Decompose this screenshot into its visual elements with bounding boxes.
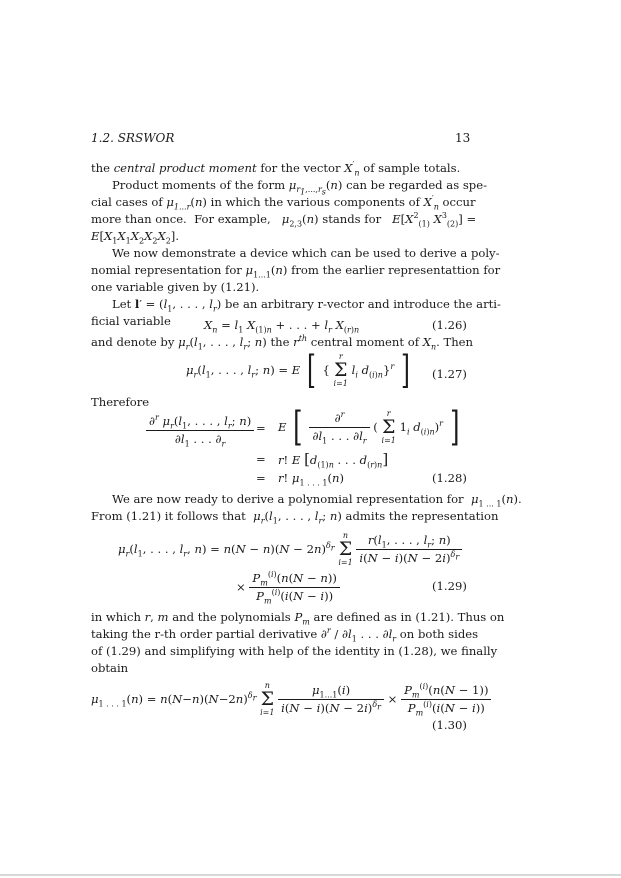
equation-1-29-line1: $\mu_r(l_1$, . . . , $l_r$, $n) = n(N - n)(N - 2n)^{\delta_r}$ n Σ i=1 $\frac{r(l_1, . . . , l_r; n)}{i(N - i)(N - 2i)^{\delta_r}}$ xyxy=(118,531,462,567)
equation-number-1-27: (1.27) xyxy=(432,367,467,381)
running-header: 1.2. SRSWOR xyxy=(91,131,175,145)
equation-number-1-30: (1.30) xyxy=(432,718,467,732)
equation-1-28-rhs1: E [ $\frac{\partial^r}{\partial l_1 . . . \partial l_r}$ ( r Σ i=1 $1_i$ $d_{(i)n})^r$ ] xyxy=(278,403,460,450)
text-line-9: Let $l' = (l_1$, . . . , $l_r$) be an arbitrary r-vector and introduce the arti- xyxy=(112,297,501,314)
equation-1-28-eq2: = xyxy=(256,452,266,466)
text-line-17: of (1.29) and simplifying with help of the identity in (1.28), we finally xyxy=(91,644,498,658)
text-line-4: more than once. For example, $\mu_{2,3}(n)$ stands for $E[X^2_{(1)}$ $X^3_{(2)}$] = xyxy=(91,211,477,229)
text-line-10: ficial variable xyxy=(91,314,171,328)
text-line-5: $E[X_1X_1X_2X_2X_2]$. xyxy=(91,229,180,246)
page-number: 13 xyxy=(455,131,471,145)
text-line-11: and denote by $\mu_r(l_1$, . . . , $l_r$; n) the $r^{th}$ central moment of $X_n$. Then xyxy=(91,334,474,352)
text-line-14: From (1.21) it follows that $\mu_r(l_1$, . . . , $l_r$; n) admits the representation xyxy=(91,509,499,526)
equation-1-28-rhs2: r! E [$d_{(1)n}$ . . . $d_{(r)n}$] xyxy=(278,450,389,470)
text-line-7: nomial representation for $\mu_{1...1}(n)$ from the earlier representattion for xyxy=(91,263,501,280)
equation-1-28-rhs3: r! $\mu_{1 . . . 1}(n)$ xyxy=(278,471,344,488)
text-line-15: in which r, m and the polynomials $P_m$ are defined as in (1.21). Thus on xyxy=(91,610,505,627)
equation-1-26: $X_n = l_1$ $X_{(1)n}$ + . . . + $l_r$ $X_{(r)n}$ xyxy=(204,318,360,335)
text-line-16: taking the r-th order partial derivative $\partial^r / \partial l_1$ . . . $\partial l_r$ on both sides xyxy=(91,626,479,644)
text-line-8: one variable given by (1.21). xyxy=(91,280,260,294)
equation-1-29-line2: × $\frac{P_m^{(i)}(n(N - n))}{P_m^{(i)}(i(N - i))}$ xyxy=(236,571,340,604)
text-line-2: Product moments of the form $\mu_{r_1,...,r_s}(n)$ can be regarded as spe- xyxy=(112,178,487,197)
equation-number-1-29: (1.29) xyxy=(432,579,467,593)
equation-1-28-eq3: = xyxy=(256,471,266,485)
equation-1-30: $\mu_{1 . . . 1}(n) = n(N-n)(N-2n)^{\delta_r}$ n Σ i=1 $\frac{\mu_{1...1}(i)}{i(N - i)(N - 2i)^{\delta_r}}$ × $\frac{P_m^{(i)}(n(N - 1))}{P_m^{(i)}(i(N - i))}$ xyxy=(91,681,491,717)
equation-1-28-eq1: = xyxy=(256,421,266,435)
text-line-12: Therefore xyxy=(91,395,150,409)
equation-1-27: $\mu_r(l_1$, . . . , $l_r$; n) = E [ { r Σ i=1 $l_i$ $d_{(i)n}\}^r$ ] xyxy=(186,347,410,392)
equation-number-1-26: (1.26) xyxy=(432,318,467,332)
emphasis-term: central product moment xyxy=(113,161,257,175)
text-line-1: the central product moment for the vector $X'_n$ of sample totals. xyxy=(91,160,461,178)
equation-number-1-28: (1.28) xyxy=(432,471,467,485)
equation-1-28-lhs: $\frac{\partial^r \mu_r(l_1, . . . , l_r; n)}{\partial l_1 . . . \partial_r}$ xyxy=(146,414,254,447)
page-bottom-edge xyxy=(0,874,621,876)
text-line-6: We now demonstrate a device which can be used to derive a poly- xyxy=(112,246,500,260)
text-line-13: We are now ready to derive a polynomial representation for $\mu_{1 ... 1}(n)$. xyxy=(112,492,522,509)
text-line-18: obtain xyxy=(91,661,129,675)
text-line-3: cial cases of $\mu_{1...r}(n)$ in which the various components of $X'_n$ occur xyxy=(91,194,476,212)
